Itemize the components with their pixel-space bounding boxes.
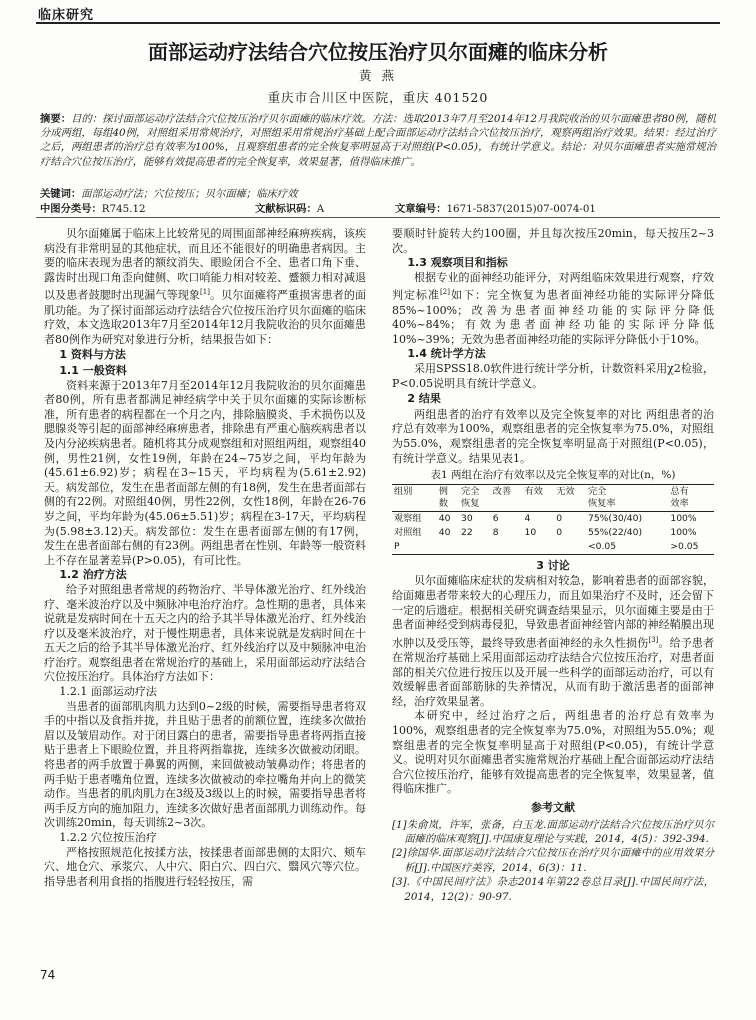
author: 黄 燕 bbox=[359, 68, 397, 83]
section-heading-1-2: 1.2 治疗方法 bbox=[59, 568, 127, 582]
reference-item: [1]朱俞岚，许军，张备，白玉龙.面部运动疗法结合穴位按压治疗贝尔面瘫的临床观察[J].中国康复理论与实践，2014，4(5)：392-394. bbox=[392, 818, 714, 845]
table-header-cell: 有效 bbox=[523, 484, 555, 511]
table-cell: 40 bbox=[438, 526, 451, 538]
table-cell: >0.05 bbox=[668, 540, 714, 555]
running-head: 临床研究 bbox=[38, 8, 95, 23]
abstract-text: 目的：探讨面部运动疗法结合穴位按压治疗贝尔面瘫的临床疗效。方法：选取2013年7月至2014年12月我院收治的贝尔面瘫患者80例，随机分成两组，每组40例，对照组采用常规治疗，对照组采用常规治疗基础上配合面部运动疗法结合穴位按压治疗，观察两组治疗效果。结果：经过治疗之后，两组患者的治疗总有效率为100%，且观察组患者的完全恢复率明显高于对照组(P<0.05)，有统计学意义。结论：对贝尔面瘫患者实施常规治疗结合穴位按压治疗，能够有效提高患者的完全恢复率，效果显著，值得临床推广。 bbox=[40, 113, 717, 168]
reference-item: [2]徐国华.面部运动疗法结合穴位按压在治疗贝尔面瘫中的应用效果分析[J].中国医疗美容，2014，6(3)：11. bbox=[392, 847, 714, 874]
left-column bbox=[44, 227, 366, 889]
table-header-row bbox=[392, 484, 714, 511]
section-heading-1-2-2: 1.2.2 穴位按压治疗 bbox=[59, 831, 157, 844]
clc-label: 中图分类号： bbox=[40, 203, 102, 215]
table-cell: 55%(22/40) bbox=[587, 526, 643, 538]
table-cell: P bbox=[392, 540, 437, 555]
section-heading-1-4: 1.4 统计学方法 bbox=[407, 347, 486, 361]
results-paragraph: 两组患者的治疗有效率以及完全恢复率的对比 两组患者的治疗总有效率为100%，观察组患者的完全恢复率为75.0%，对照组为55.0%，观察组患者的完全恢复率明显高于对照组(P<0.05)，有统计学意义。结果见表1。 bbox=[392, 407, 714, 465]
abstract-label: 摘要： bbox=[40, 113, 72, 125]
citation-2: [2] bbox=[440, 288, 450, 297]
table-cell: 30 bbox=[459, 511, 491, 526]
table-header-cell: 改善 bbox=[491, 484, 523, 511]
citation-1: [1] bbox=[200, 288, 210, 297]
indicators-paragraph: 根据专业的面神经功能评分，对两组临床效果进行观察，疗效判定标准[2]如下：完全恢复为患者面神经功能的实际评分降低85%~100%；改善为患者面神经功能的实际评分降低40%~84%；有效为患者面神经功能的实际评分降低10%~39%；无效为患者面神经功能的实际评分降低小于10%。 bbox=[392, 270, 715, 346]
right-column bbox=[392, 227, 714, 904]
table-header-cell: 组别 bbox=[392, 484, 437, 511]
table-row bbox=[392, 540, 714, 555]
affiliation: 重庆市合川区中医院，重庆 401520 bbox=[267, 90, 489, 105]
doc-code-label: 文献标识码： bbox=[255, 203, 317, 215]
table-cell: 10 bbox=[524, 526, 537, 538]
treatment-paragraph: 给予对照组患者常规的药物治疗、半导体激光治疗、红外线治疗、毫米波治疗以及中频脉冲电治疗治疗。急性期的患者，具体来说就是发病时间在十五天之内的给予其半导体激光治疗、红外线治疗以及毫米波治疗，对于慢性期患者，具体来说就是发病时间在十五天之后的给予其半导体激光治疗、红外线治疗以及中频脉冲电治疗治疗。观察组患者在常规治疗的基础上，采用面部运动疗法结合穴位按压治疗。具体治疗方法如下： bbox=[44, 582, 366, 684]
table-cell: 0 bbox=[556, 526, 563, 538]
keywords bbox=[40, 185, 716, 200]
table-cell: 22 bbox=[461, 526, 473, 538]
section-heading-1-1: 1.1 一般资料 bbox=[59, 364, 127, 377]
section-heading-2: 2 结果 bbox=[407, 392, 441, 406]
article-meta bbox=[40, 200, 716, 215]
keywords-label: 关键词： bbox=[40, 188, 82, 200]
table-cell: 4 bbox=[523, 511, 555, 526]
table-cell: 观察组 bbox=[392, 511, 437, 526]
exercise-paragraph: 当患者的面部肌肉肌力达到0~2级的时候，需要指导患者将双手的中指以及食指并拢，并且贴于患者的前额位置，连续多次做抬眉以及皱眉动作。对于闭目露白的患者，需要指导患者将两指直接贴于患者上下眼睑位置，并且将两指靠拢，连续多次做被动闭眼。将患者的两手放置于鼻翼的两侧，来回做被动皱鼻动作；将患者的两手贴于患者嘴角位置，连续多次做被动的牵拉嘴角并向上的微笑动作。当患者的肌肉肌力在3级及3级以上的时候，需要指导患者将两手反方向的施加阻力，连续多次做好患者面部肌力训练动作。每次训练20min，每天训练2~3次。 bbox=[44, 699, 366, 830]
table-cell: 6 bbox=[491, 511, 523, 526]
intro-paragraph: 贝尔面瘫属于临床上比较常见的周围面部神经麻痹疾病，该疾病没有非常明显的其他症状，而且还不能很好的明确患者病因。主要的临床表现为患者的额纹消失、眼睑闭合不全、患者口角下垂、露齿时出现口角歪向健侧、吹口哨能力相对较差、蹙额力相对减退以及患者鼓腮时出现漏气等现象[1]。贝尔面瘫将严重损害患者的面肌功能。为了探讨面部运动疗法结合穴位按压治疗贝尔面瘫的临床疗效，本文选取2013年7月至2014年12月我院收治的贝尔面瘫患者80例作为研究对象进行分析，结果报告如下： bbox=[44, 227, 367, 346]
discussion-paragraph-2: 本研究中，经过治疗之后，两组患者的治疗总有效率为100%，观察组患者的完全恢复率为75.0%，对照组为55.0%；观察组患者的完全恢复率明显高于对照组(P<0.05)，有统计学意义。说明对贝尔面瘫患者实施常规治疗基础上配合面部运动疗法结合穴位按压治疗，能够有效提高患者的完全恢复率，效果显著，值得临床推广。 bbox=[392, 709, 714, 796]
table-row bbox=[392, 526, 714, 540]
table-cell bbox=[554, 540, 586, 555]
table-cell: 75%(30/40) bbox=[586, 511, 668, 526]
table-cell: 100% bbox=[668, 511, 714, 526]
table-header-cell: 完全 恢复 bbox=[459, 484, 491, 511]
article-no-value: 1671-5837(2015)07-0074-01 bbox=[446, 203, 596, 215]
keywords-text: 面部运动疗法；穴位按压；贝尔面瘫；临床疗效 bbox=[81, 188, 298, 200]
clc-value: R745.12 bbox=[101, 203, 146, 215]
table-cell: 40 bbox=[437, 511, 459, 526]
table-cell: 0 bbox=[554, 511, 586, 526]
table-cell bbox=[437, 540, 459, 555]
abstract bbox=[40, 112, 716, 169]
header-rule bbox=[36, 22, 720, 24]
references-heading: 参考文献 bbox=[531, 800, 575, 814]
acupressure-continued: 要顺时针旋转大约100圈，并且每次按压20min，每天按压2~3次。 bbox=[392, 227, 714, 255]
section-heading-1: 1 资料与方法 bbox=[59, 348, 126, 362]
general-info-paragraph: 资料来源于2013年7月至2014年12月我院收治的贝尔面瘫患者80例，所有患者都满足神经病学中关于贝尔面瘫的实际诊断标准，所有患者的病程都在一个月之内，排除脑膜炎、手术损伤以及腮腺炎等引起的面部神经麻痹患者，排除患有严重心脑疾病患者以及内分泌疾病患者。随机将其分成观察组和对照组两组，观察组40例，男性21例，女性19例，年龄在24~75岁之间，平均年龄为(45.61±6.92)岁；病程在3~15天，平均病程为(5.61±2.92)天。病发部位，发生在患者面部左侧的有18例，发生在患者面部右侧的有22例。对照组40例，男性22例，女性18例，年龄在26-76岁之间，平均年龄为(45.06±5.51)岁；病程在3-17天，平均病程为(5.98±3.12)天。病发部位：发生在患者面部左侧的有17例，发生在患者面部右侧的有23例。两组患者在性别、年龄等一般资料上不存在显著差异(P>0.05)，有可比性。 bbox=[44, 378, 366, 567]
table-cell: 8 bbox=[492, 526, 499, 538]
section-heading-3: 3 讨论 bbox=[536, 558, 570, 572]
stats-paragraph: 采用SPSS18.0软件进行统计学分析，计数资料采用χ2检验，P<0.05说明具有统计学意义。 bbox=[392, 362, 714, 390]
abstract-rule bbox=[36, 217, 720, 218]
table-cell: <0.05 bbox=[586, 540, 668, 555]
table-cell bbox=[491, 540, 523, 555]
table-cell bbox=[523, 540, 555, 555]
table-header-cell: 例 数 bbox=[437, 484, 459, 511]
article-no-label: 文章编号： bbox=[395, 203, 447, 215]
table-cell: 100% bbox=[670, 526, 697, 538]
doc-code-value: A bbox=[316, 203, 325, 215]
article-title: 面部运动疗法结合穴位按压治疗贝尔面瘫的临床分析 bbox=[148, 40, 608, 64]
section-heading-1-3: 1.3 观察项目和指标 bbox=[407, 256, 508, 270]
table-cell bbox=[459, 540, 491, 555]
citation-3: [3] bbox=[648, 635, 659, 644]
acupressure-paragraph: 严格按照规范化按揉方法，按揉患者面部患侧的太阳穴、颊车穴、地仓穴、承浆穴、人中穴、阳白穴、四白穴、翳风穴等穴位。指导患者利用食指的指腹进行轻轻按压，需 bbox=[44, 845, 366, 888]
table-cell: 对照组 bbox=[394, 526, 422, 538]
page-number: 74 bbox=[40, 968, 56, 982]
table-header-cell: 总有 效率 bbox=[668, 484, 714, 511]
section-heading-1-2-1: 1.2.1 面部运动疗法 bbox=[59, 685, 157, 699]
table-caption: 表1 两组在治疗有效率以及完全恢复率的对比(n，%) bbox=[430, 469, 676, 482]
table-header-cell: 完全 恢复率 bbox=[586, 484, 668, 511]
discussion-paragraph-1: 贝尔面瘫临床症状的发病相对较急，影响着患者的面部容貌，给面瘫患者带来较大的心理压力，而且如果治疗不及时，还会留下一定的后遗症。根据相关研究调查结果显示，贝尔面瘫主要是由于患者面神经受到病毒侵犯，导致患者面神经管内部的神经鞘膜出现水肿以及受压等，最终导致患者面神经的永久性损伤[3]。给予患者在常规治疗基础上采用面部运动疗法结合穴位按压治疗，对患者面部的相关穴位进行按压以及开展一些科学的面部运动治疗，可以有效缓解患者面部筋脉的失养情况，从而有助于激活患者的面部神经，治疗效果显著。 bbox=[392, 574, 715, 708]
reference-item: [3].《中国民间疗法》杂志2014年第22卷总目录[J].中国民间疗法，2014，12(2)：90-97. bbox=[392, 876, 714, 903]
results-table bbox=[392, 484, 714, 555]
table-header-cell: 无效 bbox=[554, 484, 586, 511]
table-row bbox=[392, 511, 714, 526]
